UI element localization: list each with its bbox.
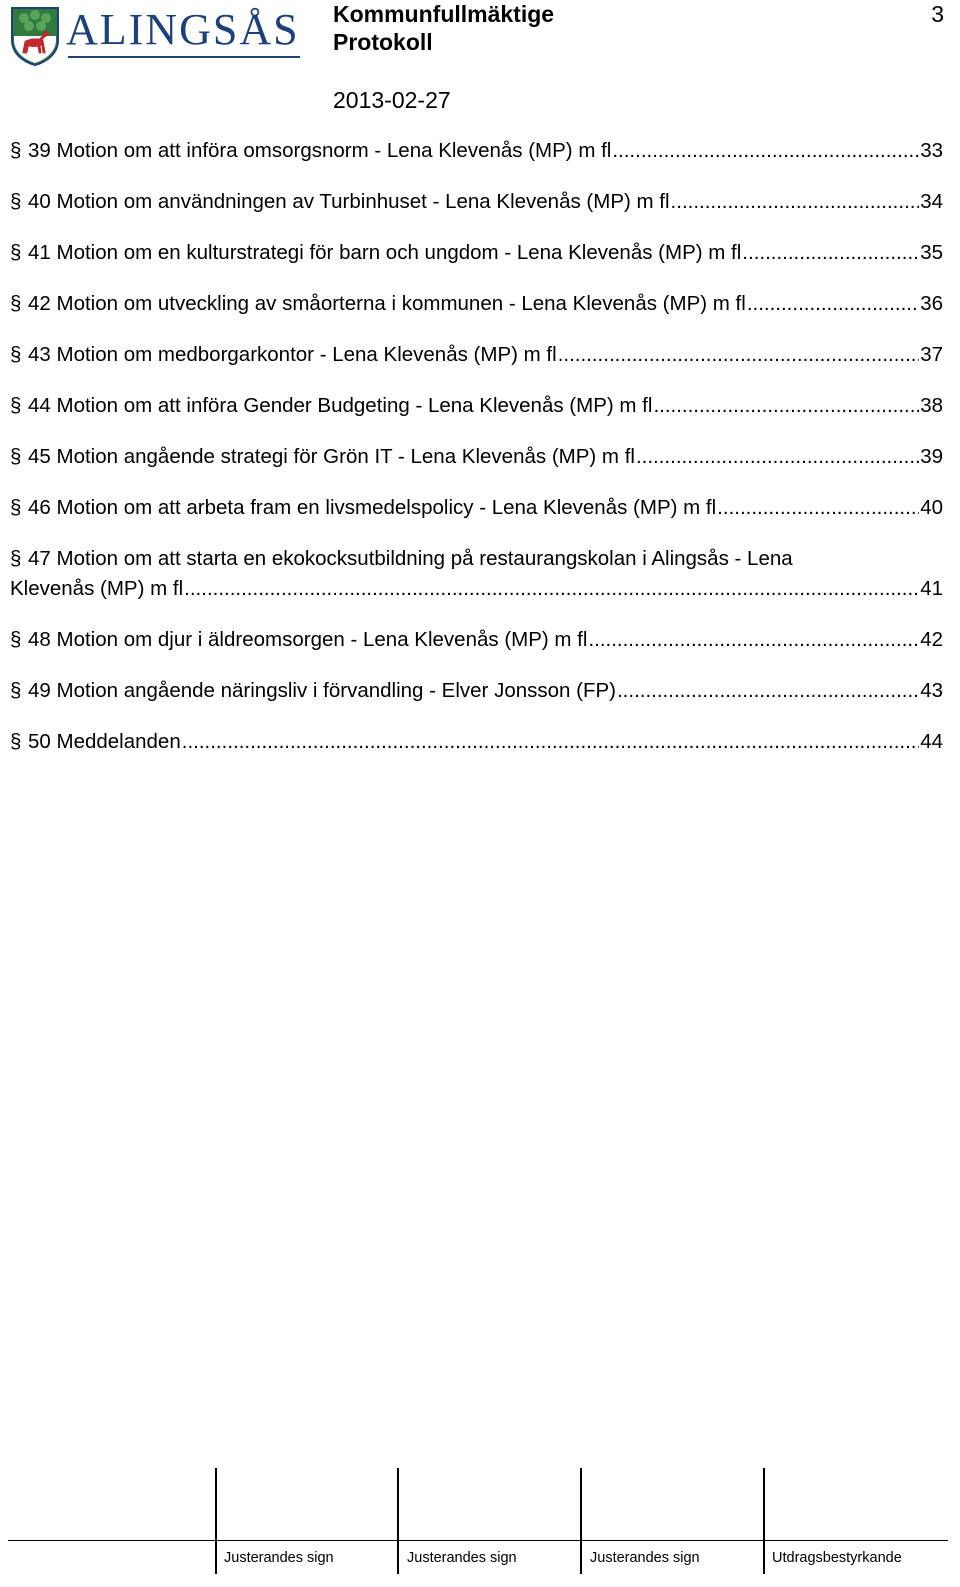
- alingsas-logo: [8, 6, 298, 68]
- toc-entry-page: 43: [920, 679, 943, 702]
- toc-entry-page: 42: [920, 628, 943, 651]
- toc-entry[interactable]: [10, 238, 943, 268]
- section-symbol: §: [10, 730, 22, 753]
- dot-leader: [742, 238, 919, 268]
- section-symbol: §: [10, 190, 22, 213]
- toc-entry[interactable]: [10, 676, 943, 706]
- toc-entry[interactable]: [10, 493, 943, 523]
- toc-entry-page: 33: [920, 139, 943, 162]
- signature-divider: [215, 1468, 217, 1574]
- signature-label: Utdragsbestyrkande: [772, 1550, 902, 1566]
- toc-entry-text: 46 Motion om att arbeta fram en livsmedelspolicy - Lena Klevenås (MP) m fl: [28, 496, 717, 519]
- toc-entry-page: 39: [920, 445, 943, 468]
- coat-of-arms-icon: [8, 6, 62, 66]
- dot-leader: [182, 727, 919, 757]
- dot-leader: [558, 340, 920, 370]
- toc-entry-page: 40: [920, 496, 943, 519]
- toc-entry-text: 44 Motion om att införa Gender Budgeting - Lena Klevenås (MP) m fl: [28, 394, 653, 417]
- toc-entry-text: 40 Motion om användningen av Turbinhuset - Lena Klevenås (MP) m fl: [28, 190, 670, 213]
- table-of-contents: [10, 136, 943, 778]
- toc-entry-text: 39 Motion om att införa omsorgsnorm - Lena Klevenås (MP) m fl: [28, 139, 612, 162]
- toc-entry-text: 49 Motion angående näringsliv i förvandling - Elver Jonsson (FP): [28, 679, 616, 702]
- dot-leader: [184, 574, 919, 604]
- toc-entry-text: 48 Motion om djur i äldreomsorgen - Lena Klevenås (MP) m fl: [28, 628, 588, 651]
- toc-entry-text: 43 Motion om medborgarkontor - Lena Klevenås (MP) m fl: [28, 343, 557, 366]
- section-symbol: §: [10, 628, 22, 651]
- toc-entry[interactable]: [10, 391, 943, 421]
- toc-entry-page: 35: [920, 241, 943, 264]
- toc-entry[interactable]: [10, 289, 943, 319]
- signature-label: Justerandes sign: [407, 1550, 517, 1566]
- toc-entry[interactable]: [10, 727, 943, 757]
- toc-entry-page: 37: [920, 343, 943, 366]
- dot-leader: [636, 442, 919, 472]
- section-symbol: §: [10, 292, 22, 315]
- signature-baseline: [8, 1540, 948, 1541]
- toc-entry-page: 41: [920, 577, 943, 600]
- document-date: 2013-02-27: [333, 87, 451, 113]
- section-symbol: §: [10, 679, 22, 702]
- section-symbol: §: [10, 445, 22, 468]
- dot-leader: [717, 493, 919, 523]
- dot-leader: [612, 136, 919, 166]
- section-symbol: §: [10, 394, 22, 417]
- signature-divider: [763, 1468, 765, 1574]
- signature-label: Justerandes sign: [590, 1550, 700, 1566]
- toc-entry-text: 42 Motion om utveckling av småorterna i kommunen - Lena Klevenås (MP) m fl: [28, 292, 746, 315]
- dot-leader: [617, 676, 919, 706]
- toc-entry-page: 44: [920, 730, 943, 753]
- toc-entry-text-continued: Klevenås (MP) m fl: [10, 577, 184, 600]
- toc-entry[interactable]: [10, 625, 943, 655]
- dot-leader: [671, 187, 920, 217]
- document-subtitle: Protokoll: [333, 29, 433, 55]
- section-symbol: §: [10, 343, 22, 366]
- toc-entry[interactable]: [10, 187, 943, 217]
- logo-wordmark: ALINGSÅS: [66, 5, 300, 54]
- section-symbol: §: [10, 547, 22, 570]
- section-symbol: §: [10, 139, 22, 162]
- toc-entry[interactable]: [10, 544, 943, 604]
- toc-entry-page: 36: [920, 292, 943, 315]
- toc-entry-text: 45 Motion angående strategi för Grön IT - Lena Klevenås (MP) m fl: [28, 445, 635, 468]
- toc-entry-text: 41 Motion om en kulturstrategi för barn och ungdom - Lena Klevenås (MP) m fl: [28, 241, 742, 264]
- logo-underline: [68, 56, 300, 58]
- toc-entry[interactable]: [10, 340, 943, 370]
- dot-leader: [588, 625, 919, 655]
- document-title: Kommunfullmäktige: [333, 1, 555, 27]
- toc-entry-text: 47 Motion om att starta en ekokocksutbildning på restaurangskolan i Alingsås - Lena: [28, 547, 793, 570]
- toc-entry[interactable]: [10, 442, 943, 472]
- toc-entry-page: 34: [920, 190, 943, 213]
- signature-divider: [397, 1468, 399, 1574]
- section-symbol: §: [10, 496, 22, 519]
- toc-entry[interactable]: [10, 136, 943, 166]
- section-symbol: §: [10, 241, 22, 264]
- dot-leader: [653, 391, 919, 421]
- signature-label: Justerandes sign: [224, 1550, 334, 1566]
- signature-divider: [580, 1468, 582, 1574]
- toc-entry-text: 50 Meddelanden: [28, 730, 181, 753]
- signature-footer: [0, 1468, 960, 1587]
- toc-entry-page: 38: [920, 394, 943, 417]
- page-number: 3: [931, 1, 944, 27]
- dot-leader: [747, 289, 919, 319]
